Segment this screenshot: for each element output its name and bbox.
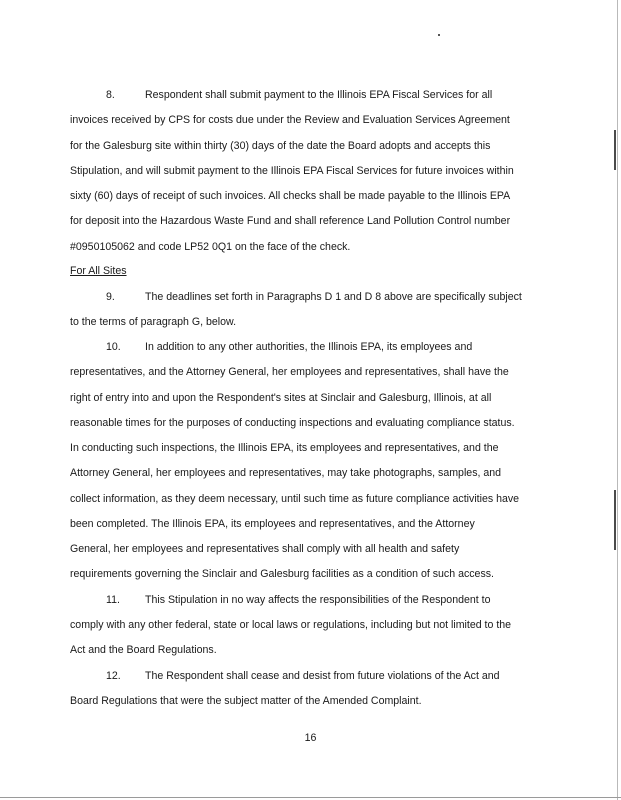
paragraph-line: for the Galesburg site within thirty (30) days of the date the Board adopts and accepts this <box>70 140 491 152</box>
paragraph-line: collect information, as they deem necessary, until such time as future compliance activities have <box>70 493 520 505</box>
paragraph-line: Stipulation, and will submit payment to the Illinois EPA Fiscal Services for future invoices within <box>70 165 514 177</box>
paragraph-number: 12. <box>106 670 121 682</box>
paragraph-number: 10. <box>106 341 121 353</box>
paragraph-line: representatives, and the Attorney General, her employees and representatives, shall have the <box>70 366 509 378</box>
paragraph-line: sixty (60) days of receipt of such invoices. All checks shall be made payable to the Illinois EPA <box>70 190 511 202</box>
scan-edge-right <box>617 0 618 800</box>
paragraph-first-line: This Stipulation in no way affects the responsibilities of the Respondent to <box>145 594 491 606</box>
scan-speck <box>438 34 440 36</box>
paragraph-line: invoices received by CPS for costs due under the Review and Evaluation Services Agreement <box>70 114 510 126</box>
paragraph-line: been completed. The Illinois EPA, its employees and representatives, and the Attorney <box>70 518 475 530</box>
paragraph-line: comply with any other federal, state or local laws or regulations, including but not limited to the <box>70 619 512 631</box>
scan-edge-bottom <box>0 797 621 798</box>
section-heading: For All Sites <box>70 265 127 277</box>
paragraph-line: General, her employees and representatives shall comply with all health and safety <box>70 543 460 555</box>
paragraph-line: In conducting such inspections, the Illinois EPA, its employees and representatives, and the <box>70 442 499 454</box>
paragraph-first-line: Respondent shall submit payment to the Illinois EPA Fiscal Services for all <box>145 89 493 101</box>
paragraph-number: 8. <box>106 89 115 101</box>
paragraph-first-line: In addition to any other authorities, the Illinois EPA, its employees and <box>145 341 473 353</box>
paragraph-line: right of entry into and upon the Respondent's sites at Sinclair and Galesburg, Illinois, at all <box>70 392 492 404</box>
page-number: 16 <box>304 732 317 744</box>
paragraph-line: to the terms of paragraph G, below. <box>70 316 237 328</box>
paragraph-number: 9. <box>106 291 115 303</box>
paragraph-line: Board Regulations that were the subject matter of the Amended Complaint. <box>70 695 422 707</box>
paragraph-first-line: The deadlines set forth in Paragraphs D 1 and D 8 above are specifically subject <box>145 291 522 303</box>
paragraph-line: requirements governing the Sinclair and Galesburg facilities as a condition of such access. <box>70 568 494 580</box>
paragraph-line: Act and the Board Regulations. <box>70 644 217 656</box>
scan-mark <box>614 130 616 170</box>
paragraph-line: reasonable times for the purposes of conducting inspections and evaluating compliance status. <box>70 417 515 429</box>
paragraph-first-line: The Respondent shall cease and desist from future violations of the Act and <box>145 670 500 682</box>
scan-mark <box>614 490 616 550</box>
paragraph-number: 11. <box>106 594 120 606</box>
paragraph-line: for deposit into the Hazardous Waste Fund and shall reference Land Pollution Control number <box>70 215 511 227</box>
paragraph-line: Attorney General, her employees and representatives, may take photographs, samples, and <box>70 467 502 479</box>
paragraph-line: #0950105062 and code LP52 0Q1 on the face of the check. <box>70 241 351 253</box>
